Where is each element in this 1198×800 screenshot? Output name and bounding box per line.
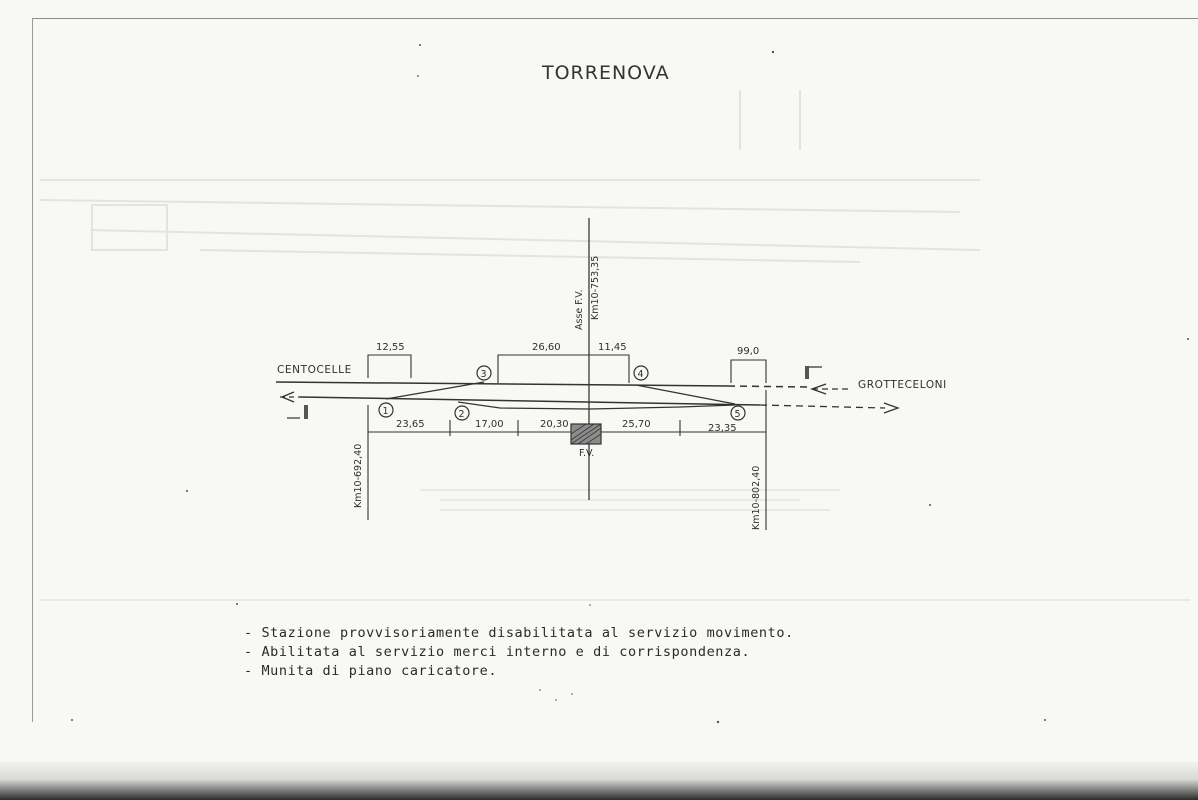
dim-top-2: 26,60 [532,342,561,353]
station-right-name: GROTTECELONI [858,379,947,391]
building-label: F.V. [579,448,595,459]
station-left-name: CENTOCELLE [277,364,352,376]
km-marker-left: Km10-692,40 [353,443,364,508]
scan-speckles [71,44,1189,723]
dim-bottom-5: 23,35 [708,423,737,434]
switch-3-label: 3 [480,369,487,380]
signal-left-icon [287,405,308,419]
scan-bottom-edge [0,762,1198,800]
station-title: TORRENOVA [542,62,670,84]
switch-1-label: 1 [382,406,389,417]
switch-4-label: 4 [637,369,644,380]
upper-track-extension [728,386,810,387]
note-line-3: - Munita di piano caricatore. [244,663,498,679]
bottom-dimension-ticks [368,390,766,530]
switch-5-label: 5 [734,409,741,420]
top-dimension-lines [368,355,766,383]
passenger-building [571,424,601,444]
axis-km-label: Km10-753,35 [590,255,601,320]
note-line-2: - Abilitata al servizio merci interno e di corrispondenza. [244,644,751,660]
station-notes [244,624,794,681]
dim-top-3: 11,45 [598,342,627,353]
crossover-4-5 [636,385,735,404]
dim-bottom-3: 20,30 [540,419,569,430]
main-track-lower [300,397,760,405]
signal-right-icon [805,366,822,379]
arrow-right-icon [884,403,898,413]
siding-track [458,402,735,409]
km-marker-right: Km10-802,40 [751,465,762,530]
main-track-upper [276,382,728,386]
dim-top-1: 12,55 [376,342,405,353]
axis-label: Asse F.V. [574,289,585,330]
dim-bottom-1: 23,65 [396,419,425,430]
crossover-1-3 [386,382,484,399]
lower-track-extension [760,405,885,408]
dim-top-4: 99,0 [737,346,760,357]
switch-markers [379,366,745,420]
dim-bottom-2: 17,00 [475,419,504,430]
dim-bottom-4: 25,70 [622,419,651,430]
switch-2-label: 2 [458,409,465,420]
note-line-1: - Stazione provvisoriamente disabilitata al servizio movimento. [244,625,794,641]
